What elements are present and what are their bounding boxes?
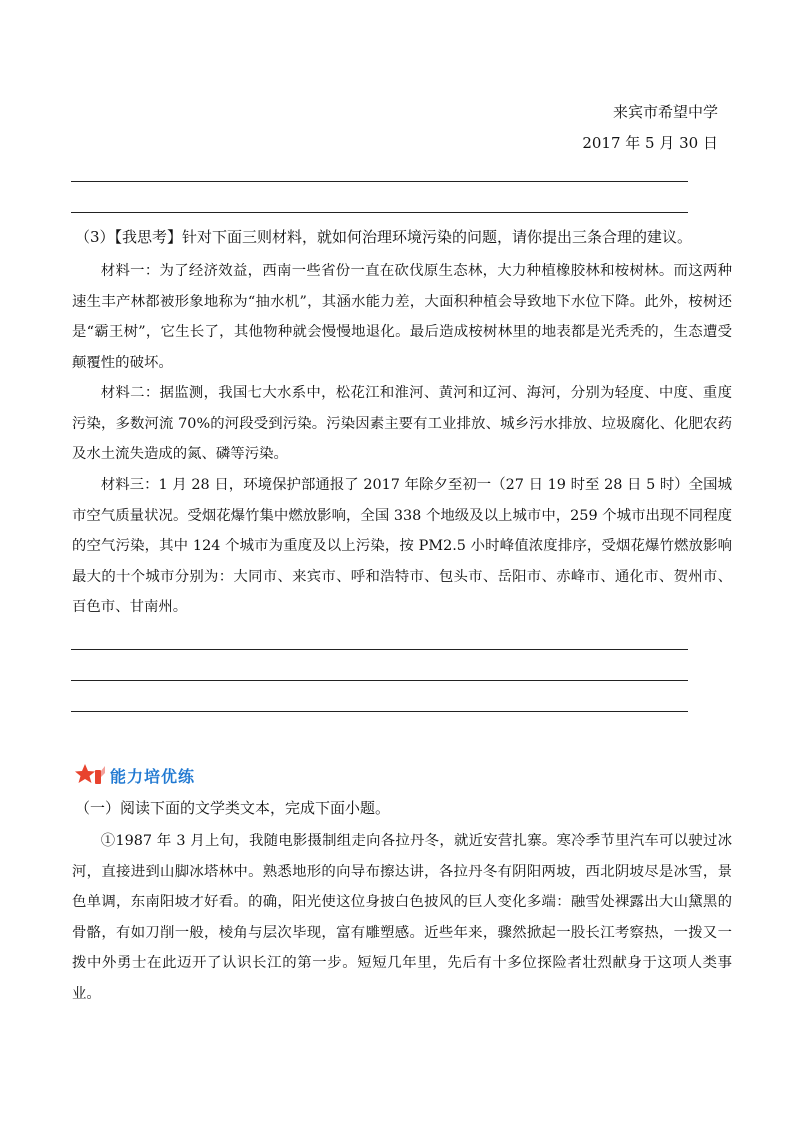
material-2: 材料二：据监测，我国七大水系中，松花江和淮河、黄河和辽河、海河，分别为轻度、中度、重度污染，多数河流 70%的河段受到污染。污染因素主要有工业排放、城乡污水排放、垃圾腐化、化肥农药及水土流失造成的氮、磷等污染。: [72, 385, 732, 462]
material-3: 材料三：1 月 28 日，环境保护部通报了 2017 年除夕至初一（27 日 19 时至 28 日 5 时）全国城市空气质量状况。受烟花爆竹集中燃放影响，全国 338 个地级及以上城市中，259 个城市出现不同程度的空气污染，其中 124 个城市为重度及以上污染，按 PM2.5 小时峰值浓度排序，受烟花爆竹燃放影响最大的十个城市分别为：大同市、来宾市、呼和浩特市、包头市、岳阳市、赤峰市、通化市、贺州市、百色市、甘南州。: [72, 477, 732, 615]
answer-line: [71, 181, 688, 182]
material-1: 材料一：为了经济效益，西南一些省份一直在砍伐原生态林，大力种植橡胶林和桉树林。而这两种速生丰产林都被形象地称为“抽水机”，其涵水能力差，大面积种植会导致地下水位下降。此外，桉树还是“霸王树”，它生长了，其他物种就会慢慢地退化。最后造成桉树林里的地表都是光秃秃的，生态遭受颠覆性的破坏。: [72, 263, 732, 371]
signature-date: 2017 年 5 月 30 日: [582, 134, 718, 152]
question-3-prompt: （3）【我思考】针对下面三则材料，就如何治理环境污染的问题，请你提出三条合理的建议。: [75, 228, 693, 246]
signature-school: 来宾市希望中学: [612, 103, 718, 121]
reading-instruction: （一）阅读下面的文学类文本，完成下面小题。: [75, 799, 391, 817]
reading-paragraph-1: ①1987 年 3 月上旬，我随电影摄制组走向各拉丹冬，就近安营扎寨。寒冷季节里汽车可以驶过冰河，直接进到山脚冰塔林中。熟悉地形的向导布擦达讲，各拉丹冬有阴阳两坡，西北阴坡尽是冰雪，景色单调，东南阳坡才好看。的确，阳光使这位身披白色披风的巨人变化多端：融雪处裸露出大山黛黑的骨骼，有如刀削一般，棱角与层次毕现，富有雕塑感。近些年来，骤然掀起一股长江考察热，一拨又一拨中外勇士在此迈开了认识长江的第一步。短短几年里，先后有十多位探险者壮烈献身于这项人类事业。: [72, 833, 732, 1002]
section-title: 能力培优练: [110, 764, 195, 787]
star-badge-icon: [74, 762, 108, 788]
answer-line: [71, 649, 688, 650]
answer-line: [71, 212, 688, 213]
answer-line: [71, 711, 688, 712]
answer-line: [71, 680, 688, 681]
section-header: [74, 760, 195, 790]
